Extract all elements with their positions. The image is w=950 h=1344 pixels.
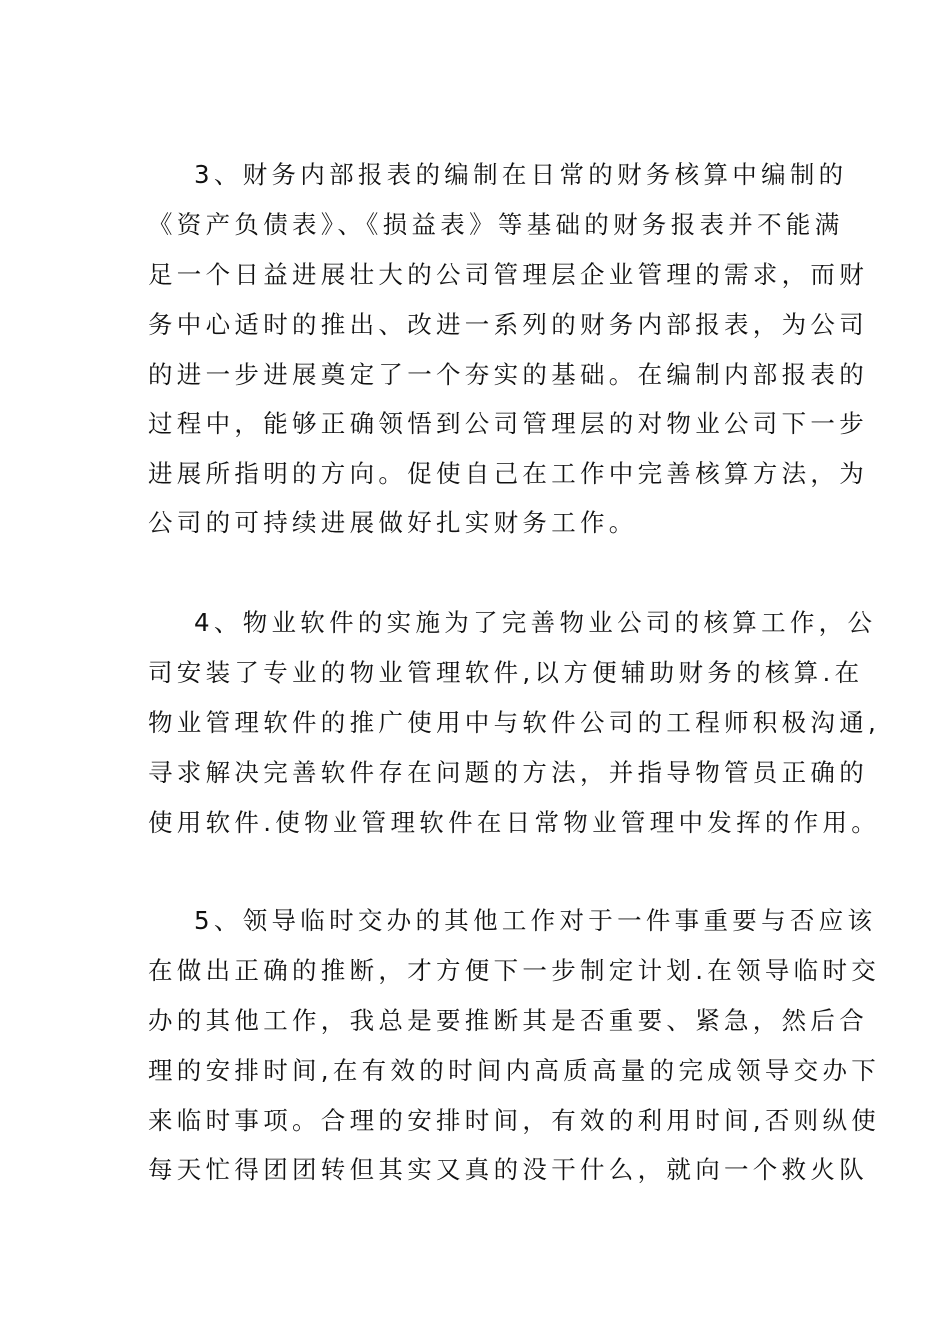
paragraph-line: 3、财务内部报表的编制在日常的财务核算中编制的	[194, 160, 848, 189]
paragraph-line: 在做出正确的推断，才方便下一步制定计划.在领导临时交	[148, 956, 881, 985]
paragraph-line: 的进一步进展奠定了一个夯实的基础。在编制内部报表的	[148, 360, 868, 389]
paragraph-line: 司安装了专业的物业管理软件,以方便辅助财务的核算.在	[148, 658, 864, 687]
paragraph-line: 《资产负债表》、《损益表》等基础的财务报表并不能满	[148, 210, 844, 239]
paragraph-line: 5、领导临时交办的其他工作对于一件事重要与否应该	[194, 906, 877, 935]
paragraph-line: 公司的可持续进展做好扎实财务工作。	[148, 508, 638, 537]
paragraph-line: 务中心适时的推出、改进一系列的财务内部报表，为公司	[148, 310, 868, 339]
paragraph-line: 物业管理软件的推广使用中与软件公司的工程师积极沟通,	[148, 708, 881, 737]
paragraph-line: 来临时事项。合理的安排时间，有效的利用时间,否则纵使	[148, 1106, 881, 1135]
paragraph-line: 4、物业软件的实施为了完善物业公司的核算工作，公	[194, 608, 877, 637]
paragraph-line: 过程中，能够正确领悟到公司管理层的对物业公司下一步	[148, 409, 868, 438]
paragraph-line: 寻求解决完善软件存在问题的方法，并指导物管员正确的	[148, 758, 868, 787]
paragraph-line: 每天忙得团团转但其实又真的没干什么，就向一个救火队	[148, 1155, 868, 1184]
paragraph-line: 进展所指明的方向。促使自己在工作中完善核算方法，为	[148, 459, 868, 488]
paragraph-line: 使用软件.使物业管理软件在日常物业管理中发挥的作用。	[148, 808, 881, 837]
paragraph-line: 理的安排时间,在有效的时间内高质高量的完成领导交办下	[148, 1056, 881, 1085]
paragraph-line: 足一个日益进展壮大的公司管理层企业管理的需求，而财	[148, 260, 868, 289]
paragraph-line: 办的其他工作，我总是要推断其是否重要、紧急，然后合	[148, 1006, 868, 1035]
